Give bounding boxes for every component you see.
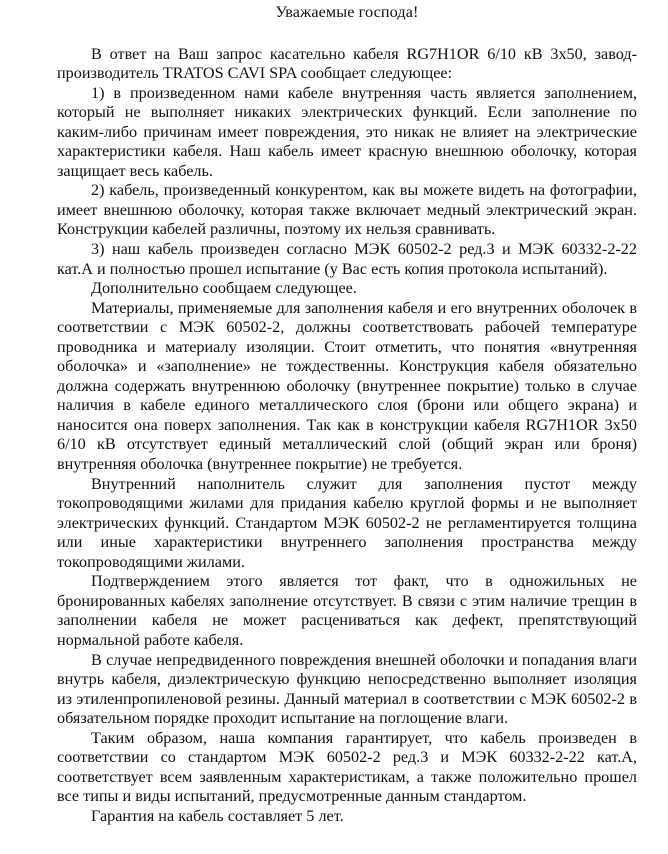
paragraph-confirmation: Подтверждением этого является тот факт, что в одножильных не бронированных кабелях заполнение отсутствует. В связи с этим наличие трещин в заполнении кабеля не может расцениваться как дефект, препятствующий нормальной работе кабеля. xyxy=(57,572,637,649)
paragraph-guarantee: Таким образом, наша компания гарантирует, что кабель произведен в соответствии со стандартом МЭК 60502-2 ред.3 и МЭК 60332-2-22 кат.А, соответствует всем заявленным характеристикам, а также положительно прошел все типы и виды испытаний, предусмотренные данным стандартом. xyxy=(57,728,637,806)
greeting-heading: Уважаемые господа! xyxy=(275,3,419,21)
paragraph-warranty: Гарантия на кабель составляет 5 лет. xyxy=(91,806,344,825)
paragraph-damage: В случае непредвиденного повреждения внешней оболочки и попадания влаги внутрь кабеля, диэлектрическую функцию непосредственно выполняет изоляция из этиленпропиленовой резины. Данный материал в соответствии с МЭК 60502-2 в обязательном порядке проходит испытание на поглощение влаги. xyxy=(57,650,637,728)
paragraph-materials: Материалы, применяемые для заполнения кабеля и его внутренних оболочек в соответствии с МЭК 60502-2, должны соответствовать рабочей температуре проводника и материалу изоляции. Стоит отметить, что понятия «внутренняя оболочка» и «заполнение» не тождественны. Конструкция кабеля обязательно должна содержать внутреннюю оболочку (внутреннее покрытие) только в случае наличия в кабеле единого металлического слоя (брони или общего экрана) и наносится она поверх заполнения. Так как в конструкции кабеля RG7H1OR 3х50 6/10 кВ отсутствует единый металлический слой (общий экран или броня) внутренняя оболочка (внутреннее покрытие) не требуется. xyxy=(57,298,637,474)
paragraph-point-1: 1) в произведенном нами кабеле внутренняя часть является заполнением, который не выполняет никаких электрических функций. Если заполнение по каким-либо причинам имеет повреждения, это никак не влияет на электрические характеристики кабеля. Наш кабель имеет красную внешнюю оболочку, которая защищает весь кабель. xyxy=(57,83,637,180)
letter-page xyxy=(57,0,637,826)
paragraph-filler: Внутренний наполнитель служит для заполнения пустот между токопроводящими жилами для придания кабелю круглой формы и не выполняет электрических функций. Стандартом МЭК 60502-2 не регламентируется толщина или иные характеристики внутреннего заполнения пространства между токопроводящими жилами. xyxy=(57,474,637,571)
paragraph-point-3: 3) наш кабель произведен согласно МЭК 60502-2 ред.3 и МЭК 60332-2-22 кат.А и полностью прошел испытание (у Вас есть копия протокола испытаний). xyxy=(57,240,637,278)
paragraph-point-2: 2) кабель, произведенный конкурентом, как вы можете видеть на фотографии, имеет внешнюю оболочку, которая также включает медный электрический экран. Конструкции кабелей различны, поэтому их нельзя сравнивать. xyxy=(57,181,637,239)
paragraph-intro: В ответ на Ваш запрос касательно кабеля RG7H1OR 6/10 кВ 3х50, завод-производитель TRATOS CAVI SPA сообщает следующее: xyxy=(57,44,637,83)
paragraph-additional: Дополнительно сообщаем следующее. xyxy=(91,279,357,298)
